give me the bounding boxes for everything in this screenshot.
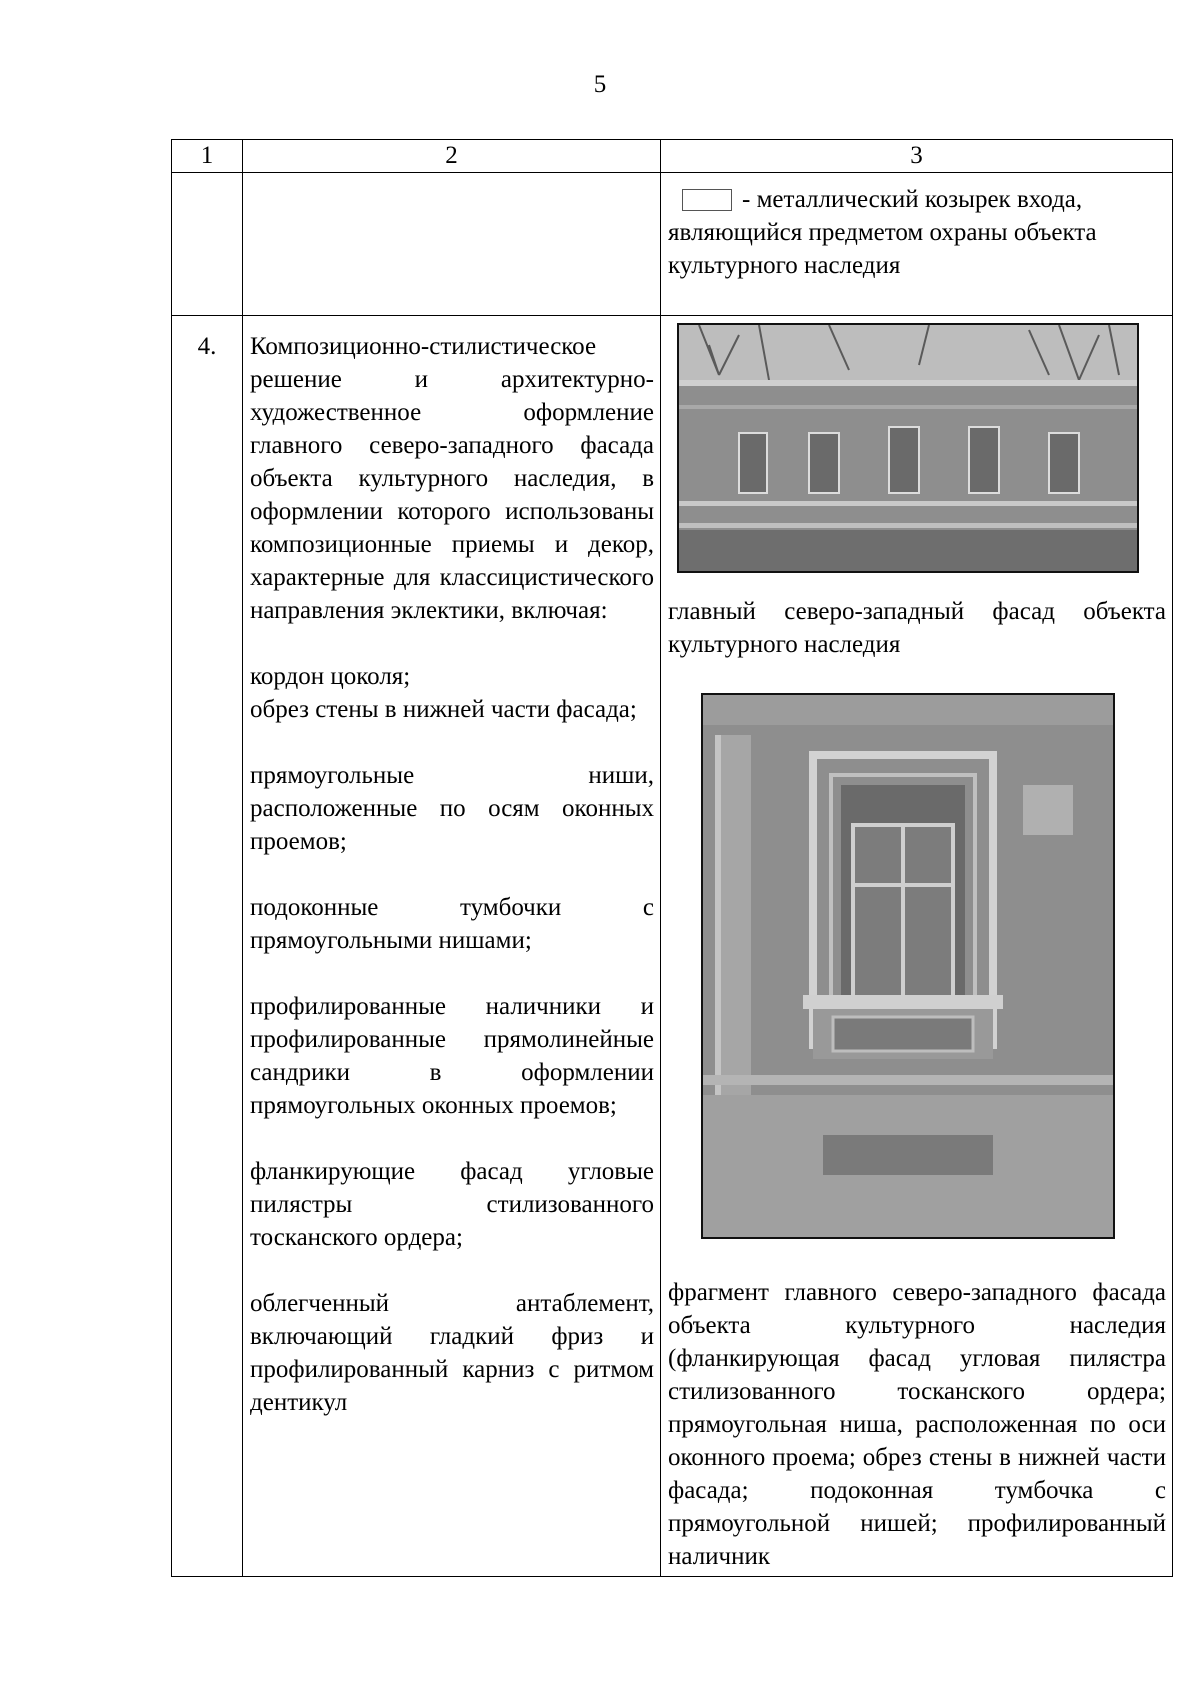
heritage-table: [171, 139, 1173, 1577]
facade-photo-caption: главный северо-западный фасад объекта культурного наследия: [668, 598, 1166, 658]
legend-swatch: [682, 189, 732, 211]
description-item-4: профилированные наличники и профилированные прямолинейные сандрики в оформлении прямоугольных оконных проемов;: [250, 993, 654, 1119]
description-item-5: фланкирующие фасад угловые пилястры стилизованного тосканского ордера;: [250, 1158, 654, 1251]
header-col-1: 1: [172, 140, 243, 173]
description-item-2: прямоугольные ниши, расположенные по осям оконных проемов;: [250, 762, 654, 855]
facade-photo: [677, 323, 1139, 573]
description-intro: Композиционно-стилистическое решение и архитектурно-художественное оформление главного северо-западного фасада объекта культурного наследия, в оформлении которого использованы композиционные приемы и декор, характерные для классицистического направления эклектики, включая:: [250, 333, 654, 624]
window-fragment-photo: [701, 693, 1115, 1239]
photos-cell: [661, 316, 1173, 1577]
table-row-4: [172, 316, 1173, 1577]
table-row-continued: [172, 173, 1173, 316]
description-item-1: кордон цоколя; обрез стены в нижней части фасада;: [250, 663, 637, 723]
empty-cell-number: [172, 173, 243, 316]
page-number: 5: [593, 71, 607, 98]
description-item-6: облегченный антаблемент, включающий гладкий фриз и профилированный карниз с ритмом дентикул: [250, 1290, 654, 1416]
legend-block: [661, 173, 1172, 282]
window-fragment-image: [703, 695, 1113, 1237]
description-cell: [243, 316, 661, 1577]
empty-cell-description: [243, 173, 661, 316]
row-number: 4.: [172, 316, 243, 1577]
legend-text: - металлический козырек входа, являющийся предметом охраны объекта культурного наследия: [668, 186, 1097, 279]
table-header-row: [172, 140, 1173, 173]
facade-photo-image: [679, 325, 1137, 571]
legend-cell: [661, 173, 1173, 316]
description-text: [243, 316, 660, 1419]
description-item-3: подоконные тумбочки с прямоугольными нишами;: [250, 894, 654, 954]
header-col-2: 2: [243, 140, 661, 173]
header-col-3: 3: [661, 140, 1173, 173]
window-fragment-caption: фрагмент главного северо-западного фасада объекта культурного наследия (фланкирующая фасад угловая пилястра стилизованного тосканского ордера; прямоугольная ниша, расположенная по оси оконного проема; обрез стены в нижней части фасада; подоконная тумбочка с прямоугольной нишей; профилированный наличник: [668, 1279, 1166, 1570]
